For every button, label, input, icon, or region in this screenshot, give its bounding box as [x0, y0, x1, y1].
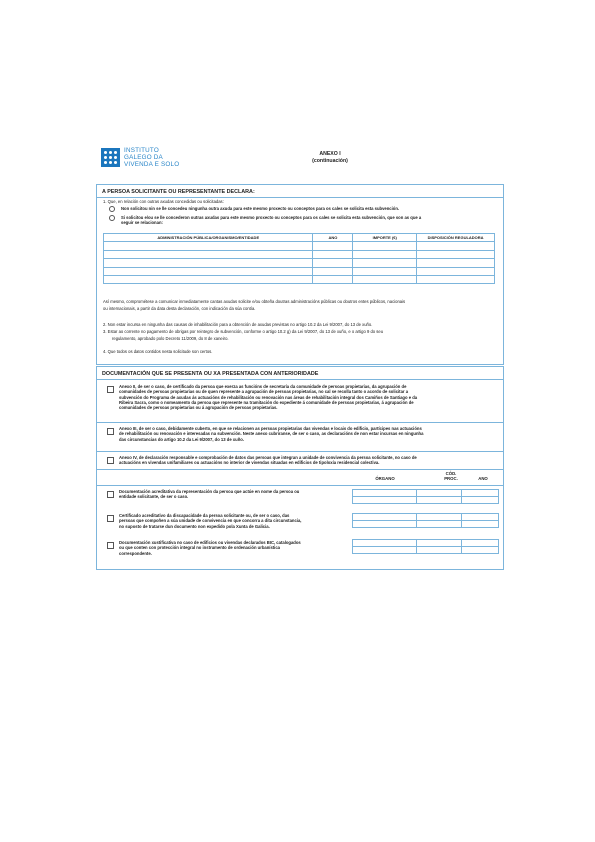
annex-3-checkbox[interactable]: [107, 428, 114, 435]
section-divider: [97, 379, 503, 380]
declaration-item-3-2: regulamento, aprobado polo Decreto 11/2009, do 8 de xaneiro.: [112, 336, 229, 341]
table-row: [104, 242, 495, 250]
cell-input[interactable]: [417, 275, 495, 283]
logo-line-2: GALEGO DA: [124, 154, 163, 162]
doc-disability-checkbox[interactable]: [107, 515, 114, 522]
table-row: [353, 521, 499, 528]
annex-2-text: [119, 384, 497, 410]
organo-input[interactable]: [353, 490, 417, 497]
text-line: comunidades de persoas propietarias ou á agrupación de persoas propietarias.: [119, 405, 278, 411]
annex-subtitle: (continuación): [312, 157, 348, 164]
cell-input[interactable]: [353, 259, 417, 267]
cod-proc-input[interactable]: [416, 497, 462, 504]
table-row: [353, 490, 499, 497]
table-row: [353, 540, 499, 547]
option-other-aid-radio[interactable]: [109, 215, 115, 221]
ano-input[interactable]: [462, 490, 499, 497]
cell-input[interactable]: [417, 259, 495, 267]
table-row: [104, 275, 495, 283]
col-cod-proc-line-2: PROC.: [444, 476, 458, 481]
col-amount: IMPORTE (€): [353, 234, 417, 242]
text-line: Anexo IV, de declaración responsable e comprobación de datos das persoas que integran a unidade de convivencia da persoa solicitante, no caso de: [119, 455, 417, 460]
cell-input[interactable]: [417, 242, 495, 250]
organo-input[interactable]: [353, 521, 417, 528]
doc-bic-text: [119, 540, 351, 556]
text-line: Certificado acreditativo da discapacidade da persoa solicitante ou, de ser o caso, das: [119, 513, 290, 518]
cell-input[interactable]: [353, 242, 417, 250]
ano-input[interactable]: [462, 521, 499, 528]
cell-input[interactable]: [417, 250, 495, 258]
col-organo: ÓRGANO: [375, 476, 395, 481]
option-other-aid-label-2: seguir se relacionan:: [121, 220, 163, 225]
cell-input[interactable]: [353, 267, 417, 275]
table-row: [104, 267, 495, 275]
row-divider: [97, 469, 503, 470]
doc-bic-checkbox[interactable]: [107, 542, 114, 549]
cell-input[interactable]: [104, 267, 313, 275]
cod-proc-input[interactable]: [416, 547, 462, 554]
cod-proc-input[interactable]: [416, 514, 462, 521]
text-line: no suposto de tratarse dun documento non expedido pola Xunta de Galicia.: [119, 523, 270, 529]
doc-disability-text: [119, 513, 351, 529]
doc-bic-fields: [352, 539, 499, 554]
cell-input[interactable]: [417, 267, 495, 275]
text-line: de rehabilitación ou renovación e interesadas na subvención. Neste anexo cubriranse, de ser o caso, as declaracións de non estar incursas en ningunha: [119, 431, 424, 437]
cell-input[interactable]: [313, 259, 353, 267]
annex-4-text: [119, 455, 497, 466]
cell-input[interactable]: [313, 250, 353, 258]
table-row: [353, 514, 499, 521]
annex-title: ANEXO I: [319, 151, 341, 157]
doc-representation-fields: [352, 489, 499, 504]
declaration-item-3-1: 3. Estar ao corrente no pagamento de obrigas por reintegro de subvención, conforme o artigo 10.2 g) da Lei 9/2007, do 13 de xuño, e o artigo 9 do seu: [103, 329, 384, 334]
option-no-other-aid-radio[interactable]: [109, 206, 115, 212]
col-year: ANO: [313, 234, 353, 242]
logo-icon: [101, 148, 120, 167]
commitment-text-1: Así mesmo, comprométese a comunicar inmediatamente cantas axudas solicite e/ou obteña doutras administracións públicas ou doutros entes públicos, nacionais: [103, 299, 406, 304]
text-line: Documentación acreditativa da representación da persoa que actúe en nome da persoa ou: [119, 489, 300, 494]
organo-input[interactable]: [353, 497, 417, 504]
text-line: persoas que compoñen a súa unidade de convivencia en que concorra a dita circunstancia,: [119, 518, 302, 524]
annex-2-checkbox[interactable]: [107, 386, 114, 393]
text-line: comunidades de persoas propietarias ou de quen represente a agrupación de persoas propietarias, no cal se recolla tanto o acordo de solicitar a: [119, 389, 409, 395]
table-row: [353, 547, 499, 554]
cell-input[interactable]: [104, 250, 313, 258]
text-line: subvención do Programa de axudas ás actuacións de rehabilitación ou renovación nas áreas de rehabilitación integral dos Camiños de Santiago e da: [119, 394, 418, 400]
row-divider: [97, 422, 503, 423]
ano-input[interactable]: [462, 540, 499, 547]
table-header-row: [104, 234, 495, 242]
organo-input[interactable]: [353, 547, 417, 554]
cod-proc-input[interactable]: [416, 540, 462, 547]
declaration-item-2: 2. Non estar incursa en ningunha das causas de inhabilitación para a obtención de axudas previstas no artigo 10.2 da Lei 9/2007, do 13 de xuño.: [103, 322, 373, 327]
text-line: das circunstancias do artigo 10.2 da Lei 9/2007, do 13 de xuño.: [119, 436, 244, 442]
doc-disability-fields: [352, 513, 499, 528]
logo-line-1: INSTITUTO: [124, 147, 159, 154]
cell-input[interactable]: [313, 242, 353, 250]
text-line: entidade solicitante, de ser o caso.: [119, 494, 189, 500]
cell-input[interactable]: [353, 275, 417, 283]
other-aid-table: [103, 233, 495, 284]
cell-input[interactable]: [104, 275, 313, 283]
organo-input[interactable]: [353, 540, 417, 547]
ano-input[interactable]: [462, 547, 499, 554]
declaration-section: [96, 184, 504, 365]
organo-input[interactable]: [353, 514, 417, 521]
text-line: Anexo III, de ser o caso, debidamente cuberto, en que se relacionen as persoas propietarias das vivendas e locais do edificio, partícipes nas actuacións: [119, 426, 422, 431]
col-administration: ADMINISTRACIÓN PÚBLICA/ORGANISMO/ENTIDADE: [104, 234, 313, 242]
cell-input[interactable]: [313, 267, 353, 275]
row-divider: [97, 485, 503, 486]
annex-4-checkbox[interactable]: [107, 457, 114, 464]
cod-proc-input[interactable]: [416, 490, 462, 497]
text-line: Documentación xustificativa no caso de edificios ou vivendas declarados BIC, catalogados: [119, 540, 301, 545]
row-divider: [97, 451, 503, 452]
ano-input[interactable]: [462, 514, 499, 521]
cod-proc-input[interactable]: [416, 521, 462, 528]
section-title: DOCUMENTACIÓN QUE SE PRESENTA OU XA PRESENTADA CON ANTERIORIDADE: [102, 371, 319, 377]
text-line: Anexo II, de ser o caso, de certificado da persoa que exerza as funcións de secretaría da comunidade de persoas propietarias, da agrupación de: [119, 384, 407, 389]
declaration-item-4: 4. Que todos os datos contidos nesta solicitude son certos.: [103, 349, 213, 354]
table-row: [104, 259, 495, 267]
section-divider: [97, 197, 503, 198]
annex-3-text: [119, 426, 497, 442]
col-regulation: DISPOSICIÓN REGULADORA: [417, 234, 495, 242]
doc-representation-checkbox[interactable]: [107, 491, 114, 498]
annex-header: [250, 151, 410, 164]
declaration-item-1: 1. Que, en relación con outras axudas concedidas ou solicitadas:: [103, 199, 224, 204]
col-ano: ANO: [478, 476, 488, 481]
table-row: [104, 250, 495, 258]
text-line: ou que conten con protección integral no instrumento de ordenación urbanística: [119, 545, 281, 551]
text-line: correspondente.: [119, 550, 152, 556]
cell-input[interactable]: [104, 259, 313, 267]
commitment-text-2: ou internacionais, a partir da data desta declaración, con indicación da súa contía.: [103, 306, 256, 311]
doc-representation-text: [119, 489, 349, 500]
cell-input[interactable]: [104, 242, 313, 250]
documentation-section: [96, 366, 504, 570]
cell-input[interactable]: [353, 250, 417, 258]
cell-input[interactable]: [313, 275, 353, 283]
text-line: Ribeira Sacra, como o nomeamento da persoa que represente na tramitación do expediente á comunidade de persoas propietarias, á agrupación de: [119, 399, 414, 405]
option-no-other-aid-label: Non solicitou nin se lle concedeu ningunha outra axuda para este mesmo proxecto ou conceptos para os cales se solicita esta subvención.: [121, 206, 400, 211]
table-row: [353, 497, 499, 504]
col-cod-proc-line-1: CÓD.: [445, 471, 457, 476]
section-title: A PERSOA SOLICITANTE OU REPRESENTANTE DECLARA:: [102, 189, 255, 195]
institute-logo-text: [124, 147, 179, 169]
ano-input[interactable]: [462, 497, 499, 504]
text-line: actuacións en vivendas unifamiliares ou actuacións no interior de vivendas situadas en edificios de tipoloxía residencial colectiva.: [119, 460, 380, 466]
option-other-aid-label-1: Si solicitou e/ou se lle concederon outras axudas para este mesmo proxecto ou conceptos para os cales se solicita esta subvención, que son as que a: [121, 215, 422, 220]
logo-line-3: VIVENDA E SOLO: [124, 161, 180, 169]
